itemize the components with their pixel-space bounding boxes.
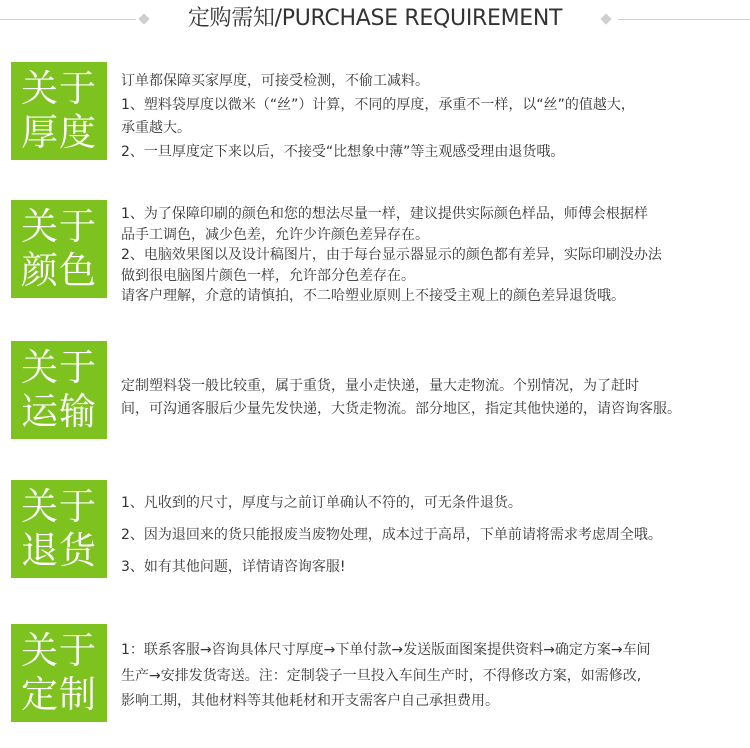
body-line: 承重越大。 [121, 120, 191, 136]
tag-line: 退货 [21, 529, 97, 572]
tag-line: 厚度 [21, 111, 97, 154]
body-line: 2、电脑效果图以及设计稿图片，由于每台显示器显示的颜色都有差异，实际印刷没办法 [121, 247, 662, 263]
section-tag [11, 480, 107, 578]
section-tag [11, 341, 107, 439]
header-diamond-right [600, 13, 611, 24]
body-line: 订单都保障买家厚度，可接受检测，不偷工减料。 [121, 73, 429, 89]
tag-line: 运输 [21, 390, 97, 433]
section-body [121, 70, 747, 164]
section-shipping [0, 341, 750, 441]
body-line: 请客户理解，介意的请慎拍，不二哈塑业原则上不接受主观上的颜色差异退货哦。 [121, 288, 625, 304]
body-line: 2、因为退回来的货只能报废当废物处理，成本过于高昂，下单前请将需求考虑周全哦。 [121, 527, 662, 543]
tag-line: 关于 [21, 67, 97, 110]
section-body [121, 638, 747, 715]
section-body [121, 487, 747, 583]
body-line: 间，可沟通客服后少量先发快递，大货走物流。部分地区，指定其他快递的，请咨询客服。 [121, 401, 681, 417]
tag-line: 定制 [21, 673, 97, 716]
tag-line: 关于 [21, 346, 97, 389]
section-customization [0, 624, 750, 724]
body-line: 1、塑料袋厚度以微米（“丝”）计算，不同的厚度，承重不一样，以“丝”的值越大， [121, 96, 635, 113]
header-rule-left [0, 19, 136, 20]
body-line: 生产→安排发货寄送。注：定制袋子一旦投入车间生产时，不得修改方案，如需修改, [121, 667, 642, 684]
header-rule-right [618, 19, 750, 20]
body-line: 定制塑料袋一般比较重，属于重货，量小走快递，量大走物流。个别情况，为了赶时 [121, 378, 639, 394]
body-line: 影响工期，其他材料等其他耗材和开支需客户自己承担费用。 [121, 693, 499, 709]
body-line: 1、凡收到的尺寸，厚度与之前订单确认不符的，可无条件退货。 [121, 495, 522, 511]
body-line: 做到很电脑图片颜色一样，允许部分色差存在。 [121, 267, 415, 284]
section-body [121, 375, 747, 421]
page-title: 定购需知/PURCHASE REQUIREMENT [187, 6, 563, 31]
tag-line: 关于 [21, 205, 97, 248]
body-line: 品手工调色，减少色差，允许少许颜色差异存在。 [121, 226, 429, 243]
header-diamond-left [138, 13, 149, 24]
section-tag [11, 200, 107, 298]
page-header [0, 0, 750, 40]
body-line: 2、一旦厚度定下来以后，不接受“比想象中薄”等主观感受理由退货哦。 [121, 143, 565, 160]
section-returns [0, 480, 750, 580]
tag-line: 关于 [21, 629, 97, 672]
section-body [121, 204, 747, 307]
body-line: 1、为了保障印刷的颜色和您的想法尽量一样，建议提供实际颜色样品，师傅会根据样 [121, 206, 648, 222]
tag-line: 关于 [21, 485, 97, 528]
tag-line: 颜色 [21, 249, 97, 292]
body-line: 1：联系客服→咨询具体尺寸厚度→下单付款→发送版面图案提供资料→确定方案→车间 [121, 642, 651, 658]
body-line: 3、如有其他问题，详情请咨询客服! [121, 559, 346, 575]
section-tag [11, 62, 107, 160]
section-color [0, 200, 750, 304]
section-thickness [0, 62, 750, 162]
section-tag [11, 624, 107, 722]
